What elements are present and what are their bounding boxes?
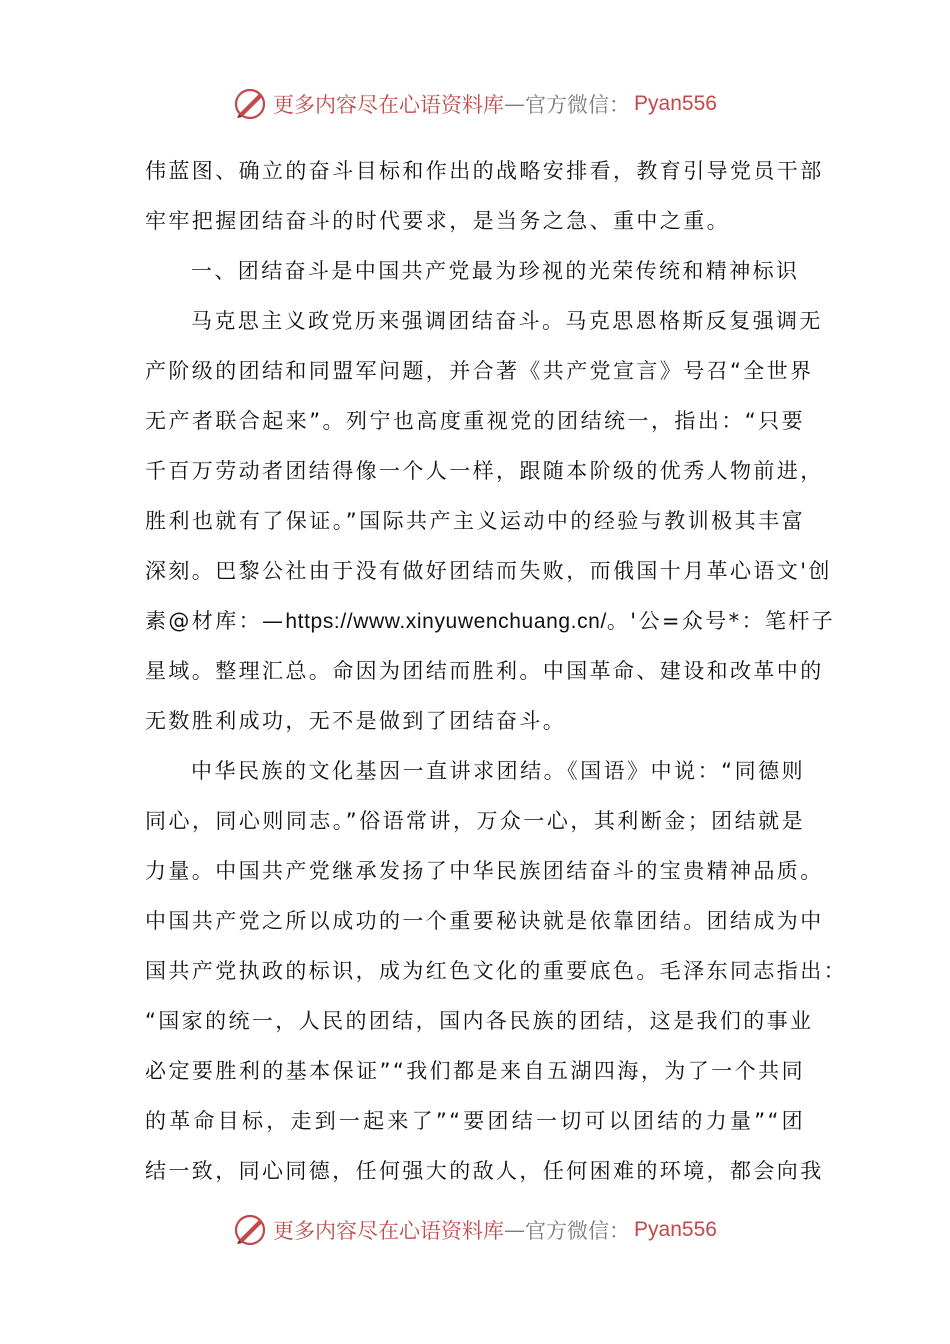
text-line: 的革命目标，走到一起来了”“要团结一切可以团结的力量”“团 (145, 1109, 805, 1133)
header-banner (0, 84, 950, 124)
pen-logo-icon (233, 1213, 267, 1247)
footer-banner (0, 1210, 950, 1250)
text-line: 牢牢把握团结奋斗的时代要求，是当务之急、重中之重。 (145, 209, 730, 233)
footer-title: 更多内容尽在心语资料库 (273, 1219, 505, 1243)
website-url: https://www.xinyuwenchuang.cn/ (285, 610, 607, 633)
text-line: 力量。中国共产党继承发扬了中华民族团结奋斗的宝贵精神品质。 (145, 859, 824, 883)
section-heading: 一、团结奋斗是中国共产党最为珍视的光荣传统和精神标识 (191, 259, 800, 283)
header-title: 更多内容尽在心语资料库 (273, 93, 505, 117)
text-line: 中华民族的文化基因一直讲求团结。《国语》中说：“同德则 (191, 759, 805, 783)
header-wechat-id: Pyan556 (634, 92, 717, 115)
text-line: 国共产党执政的标识，成为红色文化的重要底色。毛泽东同志指出： (145, 959, 847, 983)
text-line: 结一致，同心同德，任何强大的敌人，任何困难的环境，都会向我 (145, 1159, 824, 1183)
url-prefix: 素@材库：— (145, 609, 286, 633)
text-line: 中国共产党之所以成功的一个重要秘诀就是依靠团结。团结成为中 (145, 909, 824, 933)
text-line-with-url (145, 596, 836, 646)
url-suffix: 。'公=众号*：笔杆子 (606, 609, 836, 633)
text-line: 产阶级的团结和同盟军问题，并合著《共产党宣言》号召“全世界 (145, 359, 814, 383)
pen-logo-icon (233, 87, 267, 121)
text-line: 马克思主义政党历来强调团结奋斗。马克思恩格斯反复强调无 (191, 309, 823, 333)
text-line: 必定要胜利的基本保证”“我们都是来自五湖四海，为了一个共同 (145, 1059, 805, 1083)
footer-wechat-id: Pyan556 (634, 1218, 717, 1241)
text-line: 千百万劳动者团结得像一个人一样，跟随本阶级的优秀人物前进， (145, 459, 824, 483)
text-line: 星域。整理汇总。命因为团结而胜利。中国革命、建设和改革中的 (145, 659, 824, 683)
text-line: “国家的统一，人民的团结，国内各民族的团结，这是我们的事业 (145, 1009, 814, 1033)
text-line: 胜利也就有了保证。”国际共产主义运动中的经验与教训极其丰富 (145, 509, 805, 533)
header-dash: — (504, 92, 526, 116)
document-body (145, 146, 847, 1196)
text-line: 无数胜利成功，无不是做到了团结奋斗。 (145, 709, 567, 733)
text-line: 伟蓝图、确立的奋斗目标和作出的战略安排看，教育引导党员干部 (145, 159, 824, 183)
footer-wechat-label: 官方微信： (525, 1219, 631, 1243)
text-line: 同心，同心则同志。”俗语常讲，万众一心，其利断金；团结就是 (145, 809, 805, 833)
header-wechat-label: 官方微信： (525, 93, 631, 117)
footer-dash: — (504, 1218, 526, 1242)
text-line: 深刻。巴黎公社由于没有做好团结而失败，而俄国十月革心语文'创 (145, 559, 832, 583)
text-line: 无产者联合起来”。列宁也高度重视党的团结统一，指出：“只要 (145, 409, 805, 433)
